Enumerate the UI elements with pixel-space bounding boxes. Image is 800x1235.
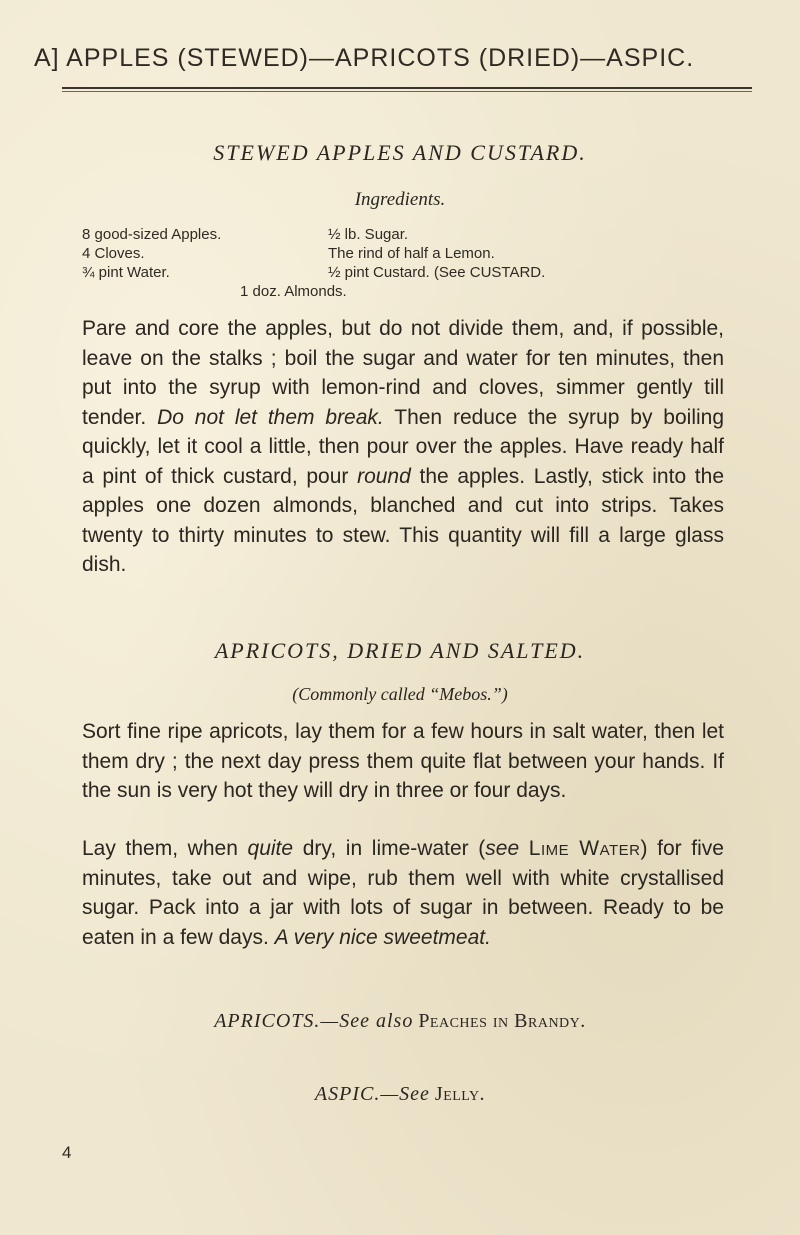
header-rule-thin xyxy=(62,91,752,92)
cross-reference: Lime Water xyxy=(528,837,641,860)
ingredient-item: ½ pint Custard. (See CUSTARD. xyxy=(328,264,546,281)
ingredients-title: Ingredients. xyxy=(354,189,446,210)
body-text: Lay them, when xyxy=(82,837,248,860)
running-head: A] APPLES (STEWED)—APRICOTS (DRIED)—ASPIC. xyxy=(34,44,695,72)
recipe-title-apricots: APRICOTS, DRIED AND SALTED. xyxy=(214,638,586,663)
recipe-body-apricots-1: Sort fine ripe apricots, lay them for a few hours in salt water, then let them dry ; the next day press them quite flat between your hands. If the sun is very hot they will dry in three or four days. xyxy=(82,720,724,802)
body-emphasis: quite xyxy=(247,837,294,860)
body-text: dry, in lime-water ( xyxy=(293,837,486,860)
page-number: 4 xyxy=(62,1143,72,1162)
body-text: Pare and core the apples, but do not divide them, and, if possible, leave on the stalks ; boil the sugar and water for ten minutes, then put into the syrup with lemon-rind and cloves, simmer gently till tender. xyxy=(82,317,724,429)
recipe-body-stewed-apples xyxy=(82,314,724,580)
body-emphasis: round xyxy=(357,464,411,488)
recipe-title-stewed-apples: STEWED APPLES AND CUSTARD. xyxy=(213,140,587,165)
body-text xyxy=(519,837,529,860)
ingredient-item: ¾ pint Water. xyxy=(82,264,170,281)
recipe-body-apricots-2 xyxy=(82,834,724,952)
ingredient-item: 1 doz. Almonds. xyxy=(240,283,347,300)
body-text: Then reduce the syrup by boiling quickly, let it cool a little, then pour over the apples. Have ready half a pint of thick custard, pour xyxy=(82,405,725,488)
recipe-subtitle: (Commonly called “Mebos.”) xyxy=(292,684,508,704)
see-also-aspic xyxy=(0,1083,800,1106)
header-rule xyxy=(62,87,752,89)
see-also-lead: APRICOTS.—See also xyxy=(214,1010,414,1032)
ingredient-item: ½ lb. Sugar. xyxy=(328,226,409,243)
body-text: ) for five minutes, take out and wipe, rub them well with white crystallised sugar. Pack into a jar with lots of sugar in between. Ready to be eaten in a few days. xyxy=(82,837,724,949)
body-emphasis: Do not let them break. xyxy=(157,405,384,429)
body-text: the apples. Lastly, stick into the apples one dozen almonds, blanched and cut into strips. Takes twenty to thirty minutes to stew. This quantity will fill a large glass dish. xyxy=(82,464,725,576)
ingredient-item: The rind of half a Lemon. xyxy=(328,245,495,262)
see-also-reference: Peaches in Brandy. xyxy=(418,1010,586,1032)
ingredient-item: 4 Cloves. xyxy=(82,245,145,262)
ingredient-item: 8 good-sized Apples. xyxy=(82,226,222,243)
see-also-apricots xyxy=(0,1010,800,1033)
see-also-reference: Jelly. xyxy=(434,1083,486,1105)
body-emphasis: A very nice sweetmeat. xyxy=(274,925,491,949)
body-emphasis: see xyxy=(485,837,520,860)
see-also-lead: ASPIC.—See xyxy=(314,1083,430,1105)
